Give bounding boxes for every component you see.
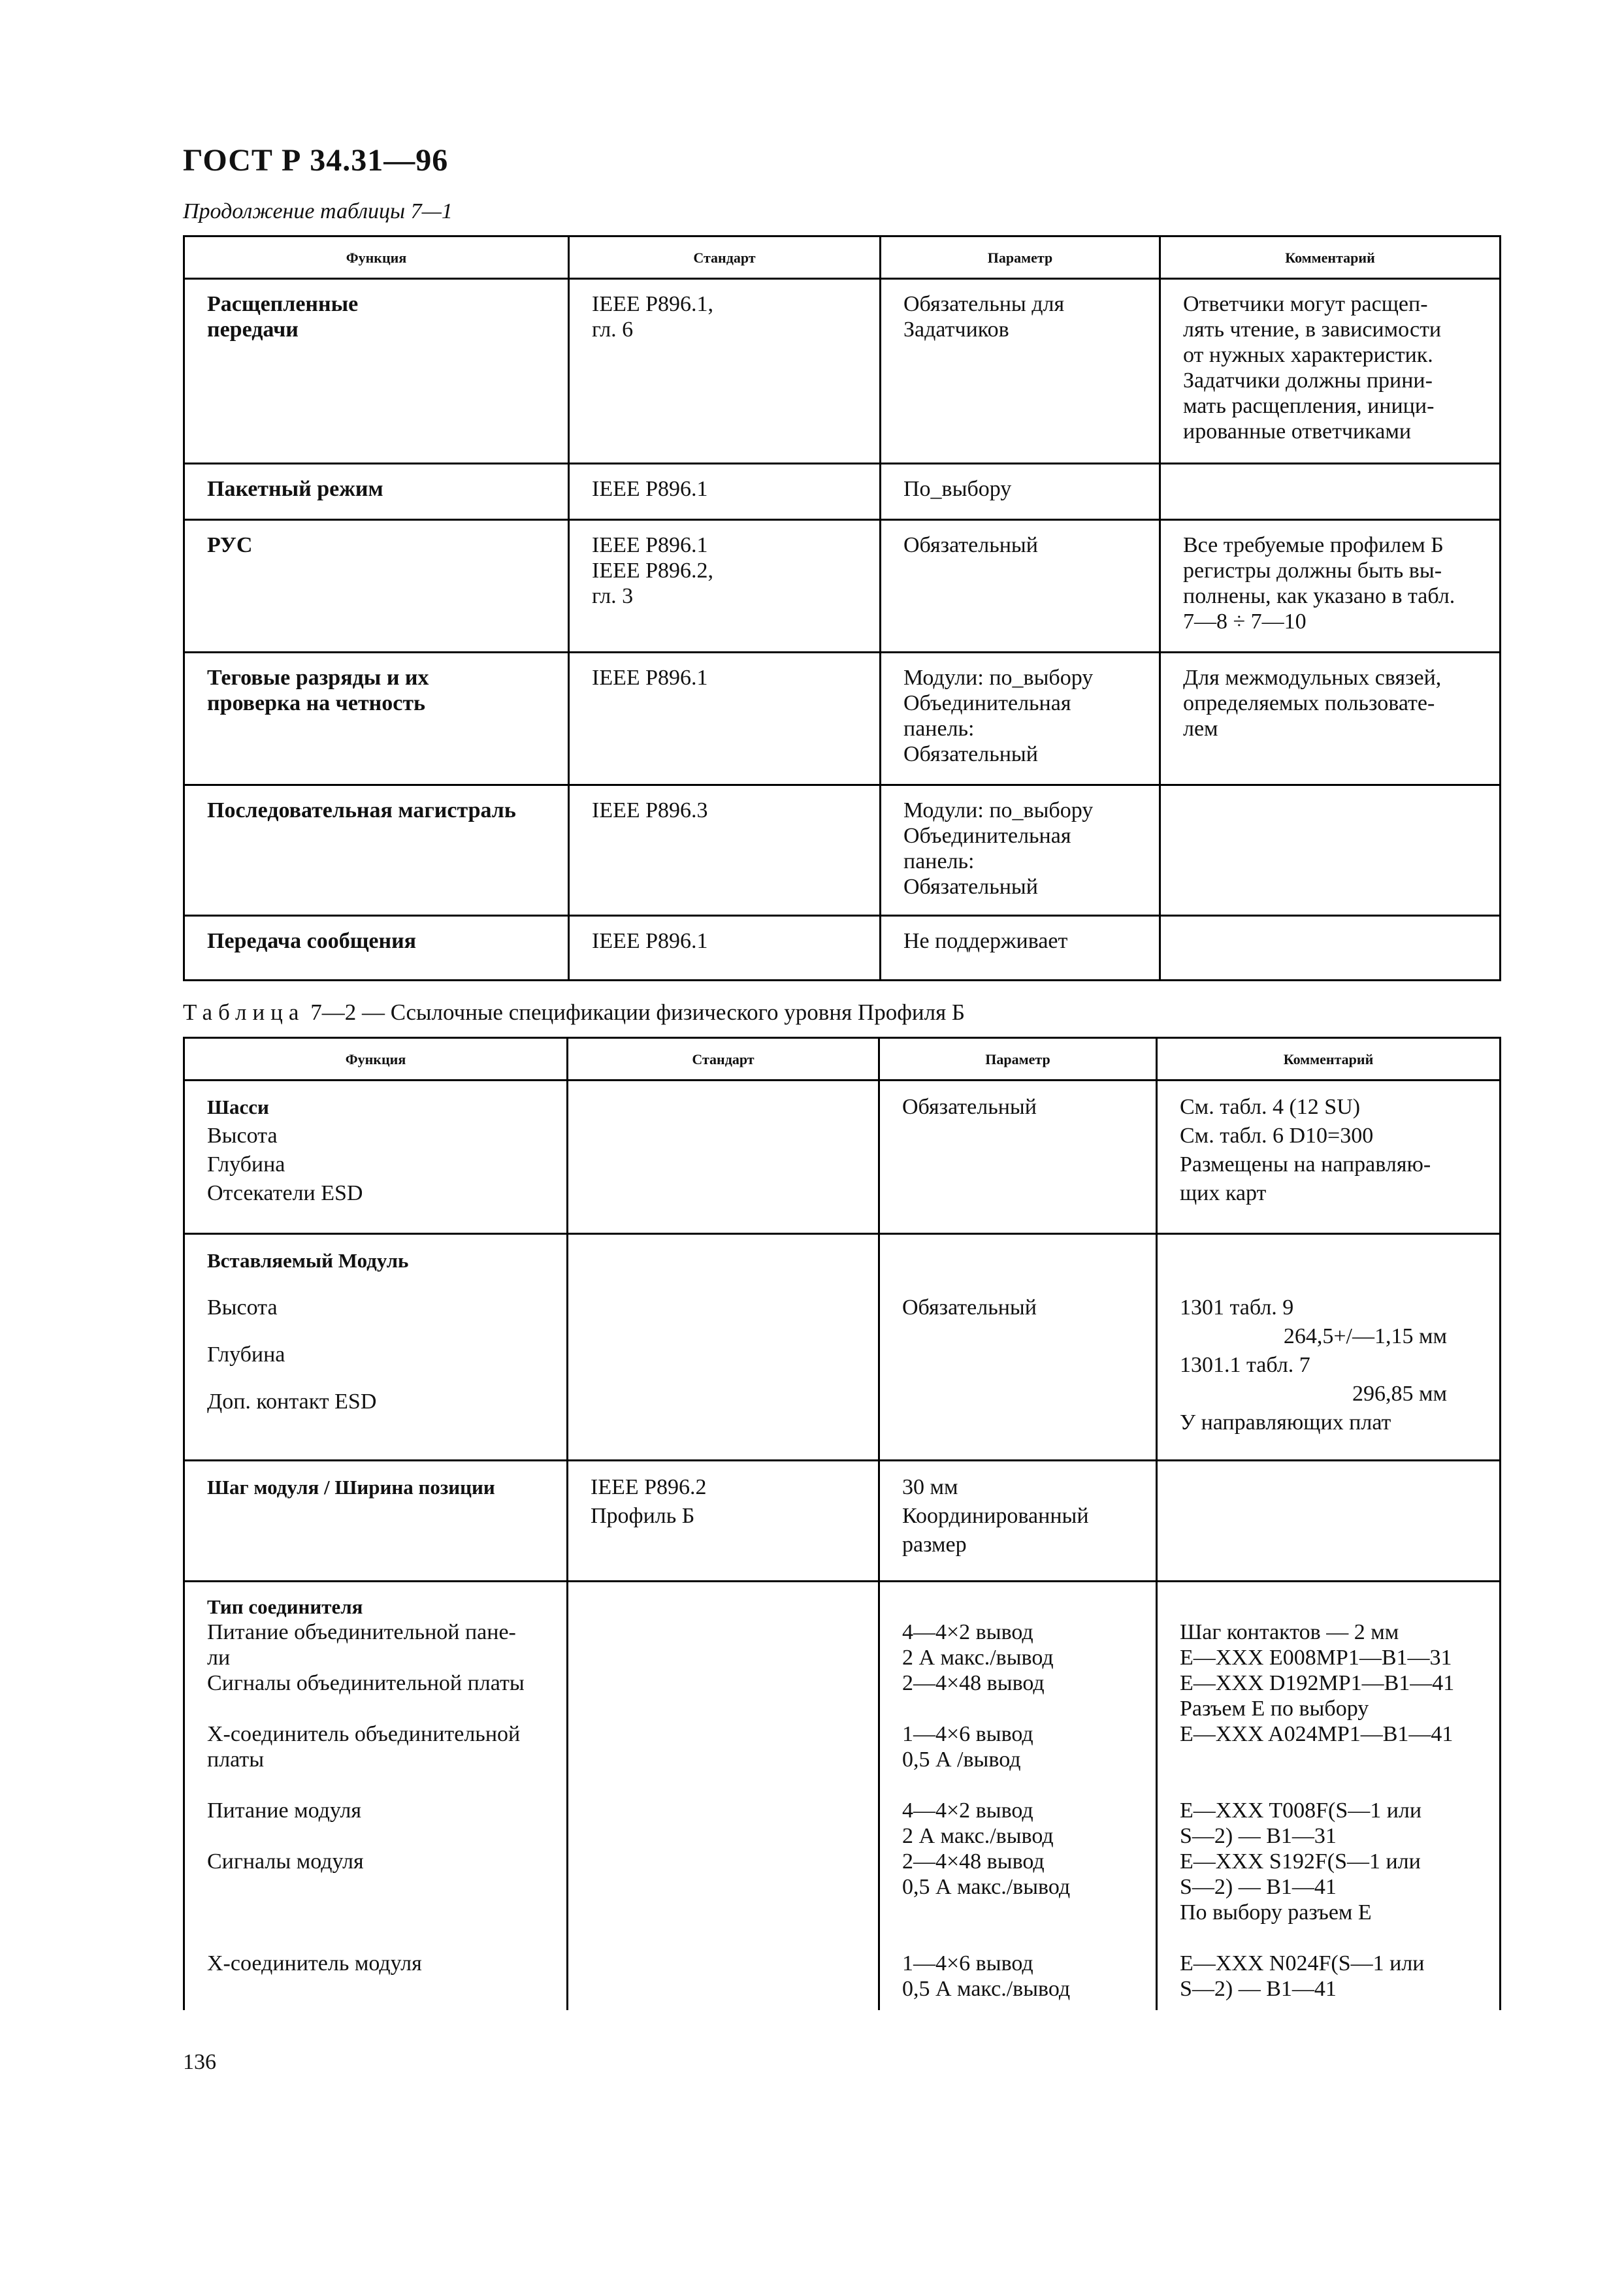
comment-cell: См. табл. 4 (12 SU) См. табл. 6 D10=300 Размещены на направляю- щих карт bbox=[1157, 1081, 1501, 1234]
document-title: ГОСТ Р 34.31—96 bbox=[183, 143, 449, 178]
comment-cell bbox=[1157, 1461, 1501, 1582]
parameter-cell: Модули: по_выбору Объединительная панель: Обязательный bbox=[881, 653, 1160, 785]
comment-cell: Все требуемые профилем Б регистры должны быть вы- полнены, как указано в табл. 7—8 ÷ 7—10 bbox=[1160, 520, 1501, 653]
parameter-cell: Обязательный bbox=[879, 1081, 1157, 1234]
standard-cell: IEEE P896.1 bbox=[569, 464, 881, 520]
continuation-caption: Продолжение таблицы 7—1 bbox=[183, 199, 453, 223]
standard-cell: IEEE P896.1 IEEE P896.2, гл. 3 bbox=[569, 520, 881, 653]
function-cell: Теговые разряды и их проверка на четность bbox=[184, 653, 569, 785]
comment-cell bbox=[1160, 785, 1501, 916]
parameter-cell: Обязательны для Задатчиков bbox=[881, 279, 1160, 464]
comment-cell: Ответчики могут расщеп- лять чтение, в зависимости от нужных характеристик. Задатчики должны прини- мать расщепления, иници- ированные ответчиками bbox=[1160, 279, 1501, 464]
standard-cell: IEEE P896.1 bbox=[569, 916, 881, 981]
table-header-row bbox=[184, 1038, 1501, 1081]
comment-cell: Шаг контактов — 2 мм E—XXX E008MP1—B1—31 E—XXX D192MP1—B1—41 Разъем Е по выбору E—XXX A024MP1—B1—41 E—XXX T008F(S—1 или S—2) — B1—31 E—XXX S192F(S—1 или S—2) — B1—41 По выбору разъем Е E—XXX N024F(S—1 или S—2) — B1—41 bbox=[1157, 1582, 1501, 2010]
table-row bbox=[184, 279, 1501, 464]
column-header-standard: Стандарт bbox=[568, 1038, 879, 1081]
table-header-row bbox=[184, 236, 1501, 279]
parameter-cell: Обязательный bbox=[881, 520, 1160, 653]
function-cell: Расщепленные передачи bbox=[184, 279, 569, 464]
function-cell: Тип соединителя Питание объединительной пане- ли Сигналы объединительной платы X-соединитель объединительной платы Питание модуля Сигналы модуля X-соединитель модуля bbox=[184, 1582, 568, 2010]
function-cell: Передача сообщения bbox=[184, 916, 569, 981]
column-header-function: Функция bbox=[184, 236, 569, 279]
function-cell: Шасси Высота Глубина Отсекатели ESD bbox=[184, 1081, 568, 1234]
column-header-comment: Комментарий bbox=[1160, 236, 1501, 279]
table-7-2 bbox=[183, 1037, 1501, 2010]
parameter-cell: 30 мм Координированный размер bbox=[879, 1461, 1157, 1582]
column-header-standard: Стандарт bbox=[569, 236, 881, 279]
function-cell: Шаг модуля / Ширина позиции bbox=[184, 1461, 568, 1582]
column-header-function: Функция bbox=[184, 1038, 568, 1081]
column-header-parameter: Параметр bbox=[879, 1038, 1157, 1081]
function-cell: РУС bbox=[184, 520, 569, 653]
table-7-1-continuation bbox=[183, 235, 1501, 981]
table-row-module bbox=[184, 1234, 1501, 1461]
comment-cell bbox=[1160, 464, 1501, 520]
standard-cell bbox=[568, 1081, 879, 1234]
parameter-cell: Модули: по_выбору Объединительная панель: Обязательный bbox=[881, 785, 1160, 916]
column-header-parameter: Параметр bbox=[881, 236, 1160, 279]
function-cell: Последовательная магистраль bbox=[184, 785, 569, 916]
standard-cell: IEEE P896.1 bbox=[569, 653, 881, 785]
comment-cell: 1301 табл. 9 264,5+/—1,15 мм 1301.1 табл. 7 296,85 мм У направляющих плат bbox=[1157, 1234, 1501, 1461]
comment-cell: Для межмодульных связей, определяемых пользовате- лем bbox=[1160, 653, 1501, 785]
standard-cell: IEEE P896.2 Профиль Б bbox=[568, 1461, 879, 1582]
parameter-cell: Не поддерживает bbox=[881, 916, 1160, 981]
table-row bbox=[184, 520, 1501, 653]
standard-cell: IEEE P896.1, гл. 6 bbox=[569, 279, 881, 464]
table-row bbox=[184, 916, 1501, 981]
table-row bbox=[184, 464, 1501, 520]
parameter-cell: Обязательный bbox=[879, 1234, 1157, 1461]
table-row bbox=[184, 653, 1501, 785]
table-row bbox=[184, 785, 1501, 916]
parameter-cell: По_выбору bbox=[881, 464, 1160, 520]
function-cell: Вставляемый Модуль Высота Глубина Доп. контакт ESD bbox=[184, 1234, 568, 1461]
column-header-comment: Комментарий bbox=[1157, 1038, 1501, 1081]
parameter-cell: 4—4×2 вывод 2 А макс./вывод 2—4×48 вывод 1—4×6 вывод 0,5 А /вывод 4—4×2 вывод 2 А макс./вывод 2—4×48 вывод 0,5 А макс./вывод 1—4×6 вывод 0,5 А макс./вывод bbox=[879, 1582, 1157, 2010]
table-7-2-caption bbox=[183, 1000, 965, 1026]
table-word: Таблица bbox=[183, 1000, 305, 1025]
table-row-pitch bbox=[184, 1461, 1501, 1582]
table-caption-text: 7—2 — Ссылочные спецификации физического уровня Профиля Б bbox=[304, 1000, 966, 1025]
standard-cell: IEEE P896.3 bbox=[569, 785, 881, 916]
function-cell: Пакетный режим bbox=[184, 464, 569, 520]
standard-cell bbox=[568, 1234, 879, 1461]
page-number: 136 bbox=[183, 2050, 216, 2074]
table-row-chassis bbox=[184, 1081, 1501, 1234]
comment-cell bbox=[1160, 916, 1501, 981]
table-row-connectors bbox=[184, 1582, 1501, 2010]
standard-cell bbox=[568, 1582, 879, 2010]
